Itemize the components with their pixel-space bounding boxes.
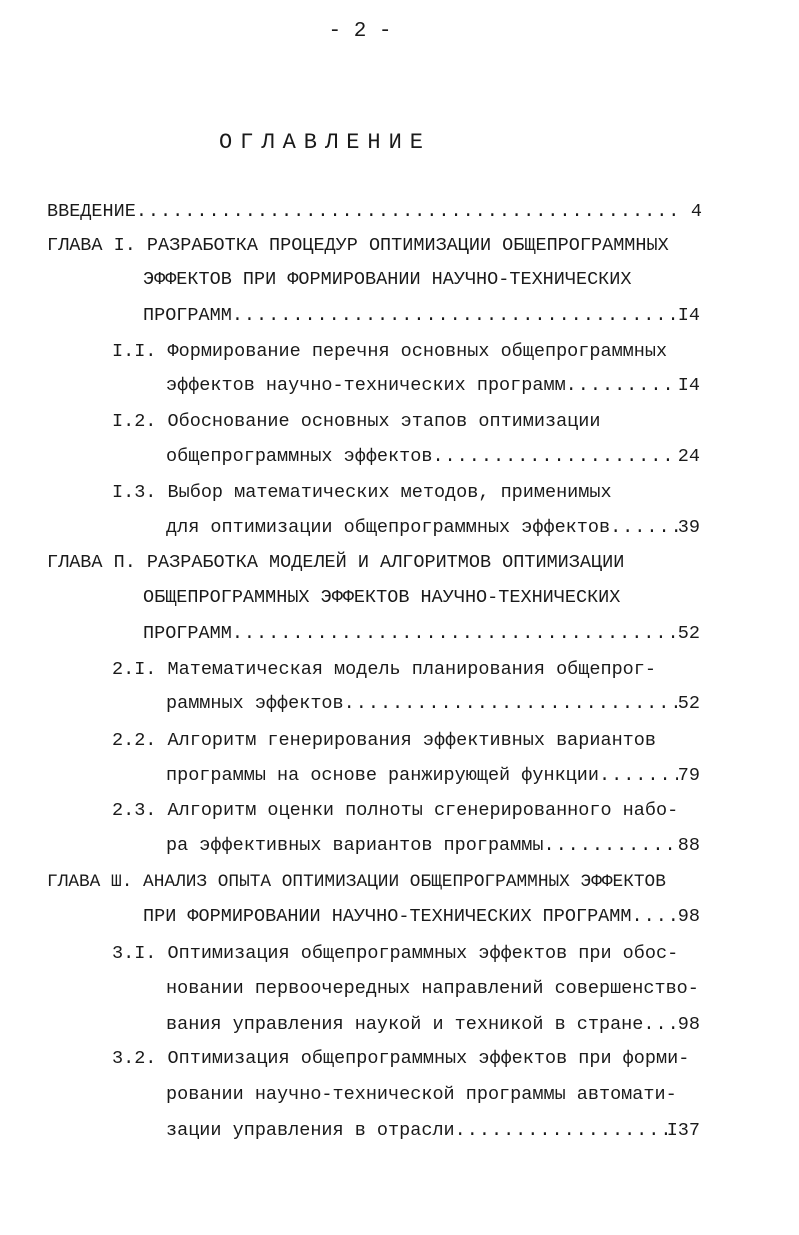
toc-entry-text: для оптимизации общепрограммных эффектов: [166, 517, 611, 538]
toc-page-number: I4: [677, 305, 700, 326]
toc-section-2-1-last: [166, 690, 700, 718]
toc-page-number: 88: [677, 835, 700, 856]
toc-entry-text: общепрограммных эффектов: [166, 446, 433, 467]
toc-chapter-2-heading: ГЛАВА П. РАЗРАБОТКА МОДЕЛЕЙ И АЛГОРИТМОВ ОПТИМИЗАЦИИ: [47, 552, 625, 573]
toc-entry-text: ПРОГРАММ: [143, 305, 232, 326]
toc-page-number: 24: [677, 446, 700, 467]
toc-page-number: 98: [677, 1014, 700, 1035]
toc-section-3-1: 3.I. Оптимизация общепрограммных эффектов при обос-: [112, 943, 679, 964]
toc-section-3-1-last: [166, 1011, 700, 1039]
toc-section-1-1-last: [166, 372, 700, 400]
page-number: - 2 -: [328, 20, 392, 43]
toc-entry-text: эффектов научно-технических программ: [166, 375, 566, 396]
toc-section-1-3-last: [166, 514, 700, 542]
toc-section-2-2: 2.2. Алгоритм генерирования эффективных вариантов: [112, 730, 656, 751]
toc-page-number: 98: [677, 906, 700, 927]
page-title: ОГЛАВЛЕНИЕ: [218, 130, 432, 155]
toc-chapter-2-heading-cont: ОБЩЕПРОГРАММНЫХ ЭФФЕКТОВ НАУЧНО-ТЕХНИЧЕСКИХ: [143, 587, 621, 608]
toc-entry-text: ра эффективных вариантов программы: [166, 835, 544, 856]
toc-page-number: 4: [679, 201, 702, 222]
toc-section-1-1: I.I. Формирование перечня основных общепрограммных: [112, 341, 668, 362]
toc-page-number: I37: [666, 1120, 700, 1141]
toc-chapter-2-last: [143, 620, 700, 648]
toc-section-1-3: I.3. Выбор математических методов, применимых: [112, 482, 612, 503]
toc-entry-text: ВВЕДЕНИЕ: [47, 201, 136, 222]
toc-section-2-1: 2.I. Математическая модель планирования общепрог-: [112, 659, 656, 680]
toc-section-1-2-last: [166, 443, 700, 471]
toc-chapter-1-heading: ГЛАВА I. РАЗРАБОТКА ПРОЦЕДУР ОПТИМИЗАЦИИ ОБЩЕПРОГРАММНЫХ: [47, 235, 669, 256]
toc-page-number: I4: [677, 375, 700, 396]
toc-entry-text: вания управления наукой и техникой в стране: [166, 1014, 644, 1035]
toc-chapter-3-heading: ГЛАВА Ш. АНАЛИЗ ОПЫТА ОПТИМИЗАЦИИ ОБЩЕПРОГРАММНЫХ ЭФФЕКТОВ: [47, 872, 666, 892]
toc-chapter-3-last: [143, 903, 700, 931]
toc-entry-text: ПРИ ФОРМИРОВАНИИ НАУЧНО-ТЕХНИЧЕСКИХ ПРОГРАММ: [143, 906, 632, 927]
toc-section-2-3: 2.3. Алгоритм оценки полноты сгенерированного набо-: [112, 800, 679, 821]
toc-page-number: 79: [677, 765, 700, 786]
toc-chapter-1-last: [143, 302, 700, 330]
toc-section-2-2-last: [166, 762, 700, 790]
toc-entry-text: раммных эффектов: [166, 693, 344, 714]
toc-chapter-1-heading-cont: ЭФФЕКТОВ ПРИ ФОРМИРОВАНИИ НАУЧНО-ТЕХНИЧЕСКИХ: [143, 269, 632, 290]
toc-entry-text: программы на основе ранжирующей функции: [166, 765, 599, 786]
toc-entry-text: зации управления в отрасли: [166, 1120, 455, 1141]
toc-page-number: 52: [677, 693, 700, 714]
toc-page-number: 39: [677, 517, 700, 538]
toc-section-1-2: I.2. Обоснование основных этапов оптимизации: [112, 411, 601, 432]
toc-section-3-2: 3.2. Оптимизация общепрограммных эффектов при форми-: [112, 1048, 690, 1069]
toc-section-3-2-last: [166, 1117, 700, 1145]
toc-entry-introduction: [47, 198, 702, 226]
toc-section-3-1-cont: новании первоочередных направлений совершенство-: [166, 978, 699, 999]
toc-entry-text: ПРОГРАММ: [143, 623, 232, 644]
toc-page-number: 52: [677, 623, 700, 644]
toc-section-2-3-last: [166, 832, 700, 860]
toc-section-3-2-cont: ровании научно-технической программы автомати-: [166, 1084, 677, 1105]
